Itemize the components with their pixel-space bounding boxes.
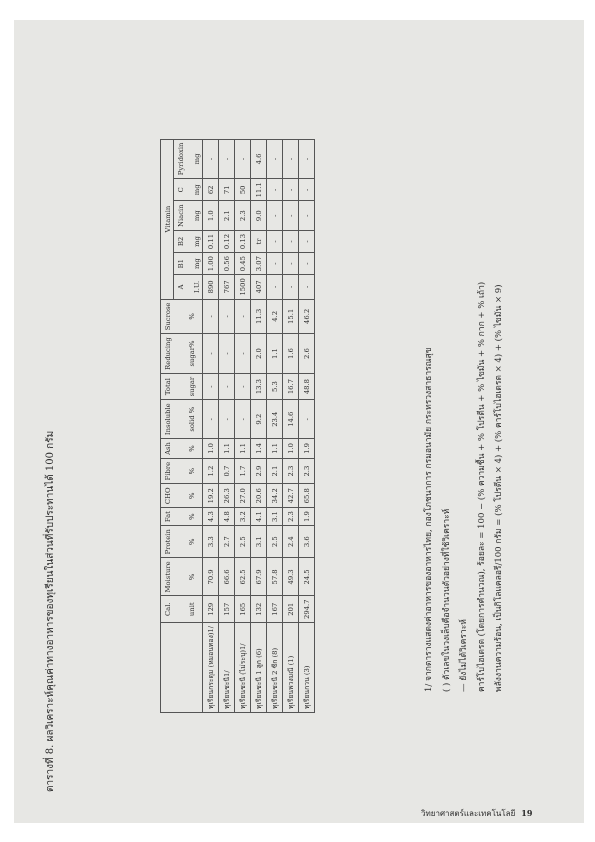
cell-ash: 1.4 xyxy=(251,439,267,459)
cell-name: ทุเรียนกวน (3) xyxy=(299,622,315,712)
cell-b2: 0.13 xyxy=(235,230,251,252)
cell-name: ทุเรียนกระดุม (หมอนทอง)1/ xyxy=(203,622,219,712)
cell-niacin: 2.3 xyxy=(235,201,251,231)
table-row xyxy=(251,139,267,712)
cell-protein: 3.3 xyxy=(203,526,219,558)
cell-cho: 19.2 xyxy=(203,484,219,508)
header-cho: CHO % xyxy=(161,484,203,508)
cell-fibre: 2.3 xyxy=(283,458,299,484)
cell-c: 11.1 xyxy=(251,179,267,201)
header-vitamin-b1: B1 mg xyxy=(174,253,203,275)
cell-fibre: 1.2 xyxy=(203,458,219,484)
header-niacin: Niacin mg xyxy=(174,201,203,231)
header-vitamin: Vitamin xyxy=(161,139,174,299)
rotated-content xyxy=(44,72,544,792)
cell-a: - xyxy=(299,275,315,299)
cell-name: ทุเรียนชะนี 1 ลูก (6) xyxy=(251,622,267,712)
cell-a: 407 xyxy=(251,275,267,299)
cell-b2: 0.11 xyxy=(203,230,219,252)
cell-protein: 2.7 xyxy=(219,526,235,558)
cell-b1: 0.45 xyxy=(235,253,251,275)
cell-cal: 157 xyxy=(219,596,235,622)
cell-insoluble: 14.6 xyxy=(283,400,299,439)
cell-niacin: 1.0 xyxy=(203,201,219,231)
cell-name: ทุเรียนชะนี1/ xyxy=(219,622,235,712)
cell-reducing: 2.6 xyxy=(299,334,315,374)
cell-fat: 4.8 xyxy=(219,508,235,526)
cell-pyridoxin: - xyxy=(203,139,219,179)
cell-fat: 2.3 xyxy=(283,508,299,526)
cell-fibre: 2.3 xyxy=(299,458,315,484)
cell-sucrose: 15.1 xyxy=(283,299,299,334)
header-vitamin-c: C mg xyxy=(174,179,203,201)
cell-reducing: - xyxy=(203,334,219,374)
cell-b1: 0.56 xyxy=(219,253,235,275)
cell-name: ทุเรียนชะนี 2 ซีก (8) xyxy=(267,622,283,712)
cell-insoluble: 23.4 xyxy=(267,400,283,439)
cell-cal: 129 xyxy=(203,596,219,622)
nutrition-table xyxy=(160,139,315,713)
cell-cal: 167 xyxy=(267,596,283,622)
footnote: 1/ จากตารางแสดงค่าอาหารของอาหารไทย, กองโภชนาการ กรมอนามัย กระทรวงสาธารณสุข xyxy=(424,347,434,692)
footnote: ( ) ตัวเลขในวงเล็บคือจำนวนตัวอย่างที่ใช้วิเคราะห์ xyxy=(441,508,452,692)
cell-total: 16.7 xyxy=(283,373,299,400)
table-body xyxy=(203,139,315,712)
header-protein: Protein % xyxy=(161,526,203,558)
cell-a: - xyxy=(283,275,299,299)
header-pyridoxin: Pyridoxin mg xyxy=(174,139,203,179)
cell-protein: 2.5 xyxy=(235,526,251,558)
cell-cal: 165 xyxy=(235,596,251,622)
cell-name: ทุเรียนชะนี (ไม่ระบุ)1/ xyxy=(235,622,251,712)
cell-insoluble: - xyxy=(203,400,219,439)
cell-cho: 27.0 xyxy=(235,484,251,508)
cell-niacin: 2.1 xyxy=(219,201,235,231)
header-sucrose: Sucrose % xyxy=(161,299,203,334)
table-row xyxy=(283,139,299,712)
cell-b1: 1.00 xyxy=(203,253,219,275)
cell-b1: - xyxy=(299,253,315,275)
cell-insoluble: - xyxy=(219,400,235,439)
page-number: 19 xyxy=(521,808,533,818)
cell-b1: - xyxy=(267,253,283,275)
cell-sucrose: 4.2 xyxy=(267,299,283,334)
header-vitamin-b2: B2 mg xyxy=(174,230,203,252)
cell-niacin: - xyxy=(267,201,283,231)
cell-total: - xyxy=(219,373,235,400)
cell-b2: - xyxy=(267,230,283,252)
cell-fat: 3.1 xyxy=(267,508,283,526)
cell-fibre: 2.9 xyxy=(251,458,267,484)
cell-cho: 20.6 xyxy=(251,484,267,508)
cell-fat: 4.1 xyxy=(251,508,267,526)
header-fat: Fat % xyxy=(161,508,203,526)
cell-sucrose: - xyxy=(235,299,251,334)
footnote: พลังงานความร้อน, เป็นกิโลแคลอรี/100 กรัม = (% โปรตีน × 4) + (% คาร์โบไฮเดรต × 4) + (% ไขมัน × 9) xyxy=(494,284,504,692)
cell-b1: 3.07 xyxy=(251,253,267,275)
cell-total: - xyxy=(235,373,251,400)
table-row xyxy=(203,139,219,712)
cell-insoluble: - xyxy=(299,400,315,439)
cell-pyridoxin: - xyxy=(219,139,235,179)
table-row xyxy=(267,139,283,712)
cell-b2: - xyxy=(299,230,315,252)
cell-a: 767 xyxy=(219,275,235,299)
cell-b2: tr xyxy=(251,230,267,252)
cell-reducing: 1.1 xyxy=(267,334,283,374)
cell-moisture: 57.8 xyxy=(267,558,283,596)
cell-b2: - xyxy=(283,230,299,252)
cell-c: 50 xyxy=(235,179,251,201)
cell-ash: 1.9 xyxy=(299,439,315,459)
header-cal: Cal. unit xyxy=(161,596,203,622)
table-row xyxy=(219,139,235,712)
table-row xyxy=(299,139,315,712)
table-caption: ตารางที่ 8. ผลวิเคราะห์คุณค่าทางอาหารของทุเรียนในส่วนที่รับประทานได้ 100 กรัม xyxy=(45,430,56,792)
cell-pyridoxin: - xyxy=(267,139,283,179)
cell-c: - xyxy=(299,179,315,201)
cell-moisture: 49.3 xyxy=(283,558,299,596)
cell-reducing: 2.0 xyxy=(251,334,267,374)
cell-pyridoxin: - xyxy=(235,139,251,179)
cell-moisture: 66.6 xyxy=(219,558,235,596)
header-ash: Ash % xyxy=(161,439,203,459)
cell-niacin: - xyxy=(283,201,299,231)
cell-total: - xyxy=(203,373,219,400)
cell-sucrose: - xyxy=(203,299,219,334)
cell-total: 5.3 xyxy=(267,373,283,400)
header-moisture: Moisture % xyxy=(161,558,203,596)
header-vitamin-a: A I.U. xyxy=(174,275,203,299)
cell-moisture: 70.9 xyxy=(203,558,219,596)
cell-b2: 0.12 xyxy=(219,230,235,252)
header-insoluble: Insoluble solid % xyxy=(161,400,203,439)
cell-insoluble: - xyxy=(235,400,251,439)
cell-cal: 201 xyxy=(283,596,299,622)
cell-b1: - xyxy=(283,253,299,275)
footnotes xyxy=(420,92,508,692)
table-row xyxy=(235,139,251,712)
cell-reducing: 1.6 xyxy=(283,334,299,374)
journal-name: วิทยาศาสตร์และเทคโนโลยี xyxy=(421,809,516,818)
cell-ash: 1.0 xyxy=(203,439,219,459)
cell-cal: 132 xyxy=(251,596,267,622)
table-header-row xyxy=(161,139,174,712)
cell-protein: 3.1 xyxy=(251,526,267,558)
footnote: — ยังไม่ได้วิเคราะห์ xyxy=(459,619,469,692)
cell-fibre: 0.7 xyxy=(219,458,235,484)
cell-ash: 1.1 xyxy=(267,439,283,459)
cell-total: 48.8 xyxy=(299,373,315,400)
cell-moisture: 67.9 xyxy=(251,558,267,596)
cell-sucrose: - xyxy=(219,299,235,334)
header-reducing-sugar: Reducing sugar% xyxy=(161,334,203,374)
cell-cho: 65.8 xyxy=(299,484,315,508)
cell-c: 71 xyxy=(219,179,235,201)
cell-fat: 3.2 xyxy=(235,508,251,526)
cell-sucrose: 11.3 xyxy=(251,299,267,334)
cell-c: - xyxy=(283,179,299,201)
cell-pyridoxin: - xyxy=(299,139,315,179)
cell-sucrose: 46.2 xyxy=(299,299,315,334)
cell-insoluble: 9.2 xyxy=(251,400,267,439)
page-footer xyxy=(421,807,532,820)
cell-a: - xyxy=(267,275,283,299)
header-fibre: Fibre % xyxy=(161,458,203,484)
cell-ash: 1.0 xyxy=(283,439,299,459)
cell-cho: 34.2 xyxy=(267,484,283,508)
cell-protein: 3.6 xyxy=(299,526,315,558)
cell-total: 13.3 xyxy=(251,373,267,400)
cell-fat: 4.3 xyxy=(203,508,219,526)
cell-niacin: 9.0 xyxy=(251,201,267,231)
cell-a: 1500 xyxy=(235,275,251,299)
cell-fibre: 1.7 xyxy=(235,458,251,484)
cell-ash: 1.1 xyxy=(219,439,235,459)
cell-a: 890 xyxy=(203,275,219,299)
cell-reducing: - xyxy=(219,334,235,374)
cell-c: - xyxy=(267,179,283,201)
cell-fat: 1.9 xyxy=(299,508,315,526)
cell-protein: 2.5 xyxy=(267,526,283,558)
cell-cal: 294.7 xyxy=(299,596,315,622)
cell-fibre: 2.1 xyxy=(267,458,283,484)
cell-pyridoxin: - xyxy=(283,139,299,179)
cell-cho: 42.7 xyxy=(283,484,299,508)
cell-protein: 2.4 xyxy=(283,526,299,558)
header-name xyxy=(161,622,203,712)
cell-pyridoxin: 4.6 xyxy=(251,139,267,179)
cell-c: 62 xyxy=(203,179,219,201)
cell-niacin: - xyxy=(299,201,315,231)
footnote: คาร์โบไฮเดรต (โดยการคำนวณ), ร้อยละ = 100 − (% ความชื้น + % โปรตีน + % ไขมัน + % กาก + % เถ้า) xyxy=(476,281,487,692)
cell-name: ทุเรียนพวงมณี (1) xyxy=(283,622,299,712)
cell-moisture: 62.5 xyxy=(235,558,251,596)
cell-moisture: 24.5 xyxy=(299,558,315,596)
cell-reducing: - xyxy=(235,334,251,374)
cell-ash: 1.1 xyxy=(235,439,251,459)
cell-cho: 26.3 xyxy=(219,484,235,508)
header-total-sugar: Total sugar xyxy=(161,373,203,400)
